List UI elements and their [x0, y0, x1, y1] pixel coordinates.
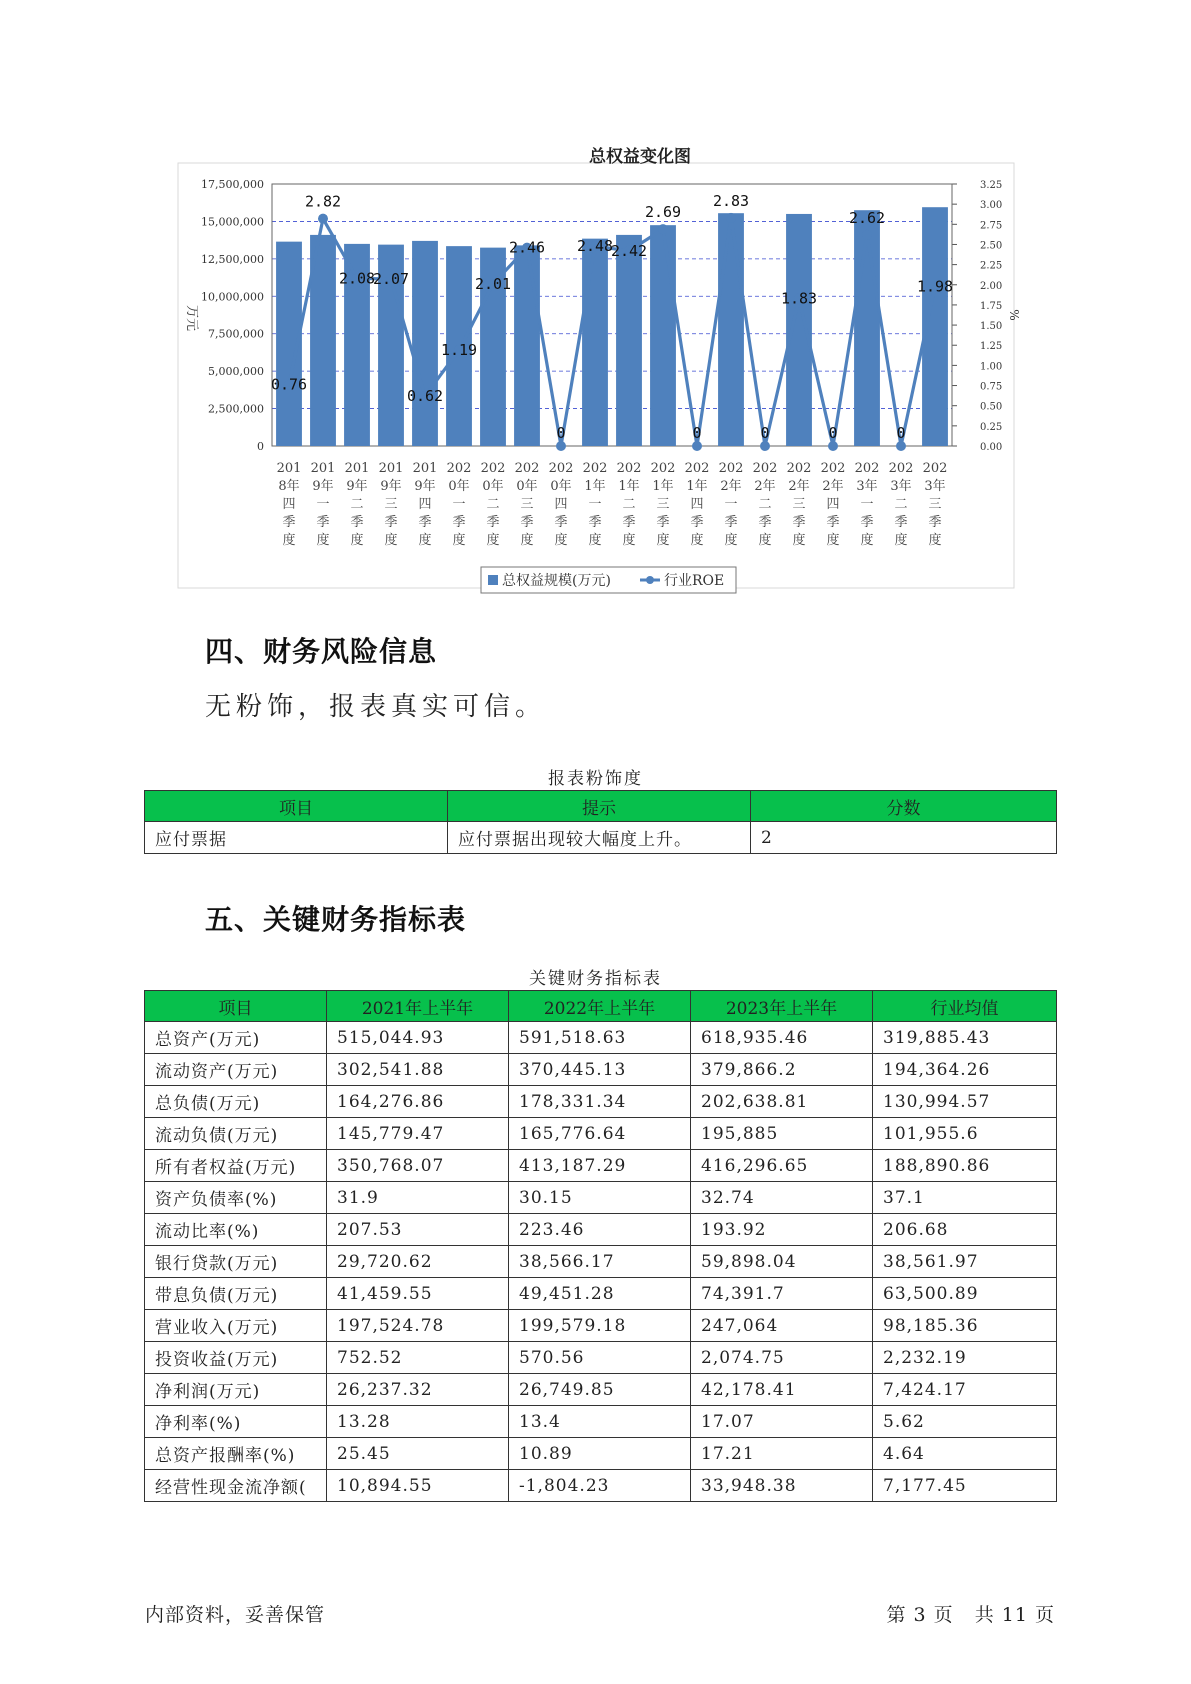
table-row	[145, 1246, 1057, 1278]
roe-data-label: 2.08	[338, 269, 376, 288]
y-right-tick-label: 3.25	[980, 180, 1003, 191]
y-left-tick-label: 10,000,000	[201, 290, 264, 304]
indicator-cell: 17.21	[691, 1438, 873, 1470]
indicator-cell: 4.64	[873, 1438, 1057, 1470]
indicator-cell: 投资收益(万元)	[145, 1342, 327, 1374]
indicator-cell: 7,424.17	[873, 1374, 1057, 1406]
x-tick-label: 度	[384, 533, 398, 548]
chart-title: 总权益变化图	[589, 147, 691, 167]
x-tick-label: 季	[826, 515, 840, 530]
indicators-table	[144, 990, 1057, 1502]
legend-bar-swatch	[488, 575, 498, 585]
x-tick-label: 202	[548, 461, 574, 476]
x-tick-label: 度	[418, 533, 432, 548]
x-tick-label: 度	[758, 533, 772, 548]
x-tick-label: 0年	[550, 479, 572, 494]
x-tick-label: 度	[826, 533, 840, 548]
x-tick-label: 三	[520, 497, 534, 512]
indicator-cell: 经营性现金流净额(	[145, 1470, 327, 1502]
table-row	[145, 1406, 1057, 1438]
indicator-cell: 7,177.45	[873, 1470, 1057, 1502]
table-row	[145, 1278, 1057, 1310]
y-right-tick-label: 0.00	[980, 442, 1003, 453]
x-tick-label: 四	[282, 497, 296, 512]
x-tick-label: 3年	[890, 479, 912, 494]
indicator-cell: 净利率(%)	[145, 1406, 327, 1438]
indicator-cell: 总负债(万元)	[145, 1086, 327, 1118]
indicator-cell: 净利润(万元)	[145, 1374, 327, 1406]
x-tick-label: 度	[350, 533, 364, 548]
indicator-cell: 145,779.47	[327, 1118, 509, 1150]
indicator-cell: 2,074.75	[691, 1342, 873, 1374]
x-tick-label: 季	[350, 515, 364, 530]
indicator-cell: 74,391.7	[691, 1278, 873, 1310]
indicator-cell: 17.07	[691, 1406, 873, 1438]
x-tick-label: 二	[350, 497, 364, 512]
table-row	[145, 1086, 1057, 1118]
bar	[412, 241, 438, 446]
roe-data-label: 2.83	[712, 191, 750, 210]
roe-point	[862, 230, 872, 240]
x-tick-label: 二	[486, 497, 500, 512]
x-tick-label: 季	[418, 515, 432, 530]
bar	[650, 225, 676, 446]
y-right-tick-label: 3.00	[980, 200, 1003, 212]
x-tick-label: 201	[310, 461, 336, 476]
indicator-cell: -1,804.23	[509, 1470, 691, 1502]
legend-line-marker	[646, 576, 654, 584]
indicator-cell: 流动资产(万元)	[145, 1054, 327, 1086]
indicator-cell: 193.92	[691, 1214, 873, 1246]
bar	[582, 239, 608, 446]
indicator-cell: 59,898.04	[691, 1246, 873, 1278]
x-tick-label: 一	[316, 497, 330, 512]
y-right-tick-label: 0.50	[980, 401, 1003, 413]
indicator-cell: 164,276.86	[327, 1086, 509, 1118]
indicator-cell: 10,894.55	[327, 1470, 509, 1502]
x-tick-label: 季	[758, 515, 772, 530]
x-tick-label: 8年	[278, 479, 300, 494]
indicator-cell: 101,955.6	[873, 1118, 1057, 1150]
x-tick-label: 0年	[448, 479, 470, 494]
roe-data-label: 2.62	[848, 208, 886, 227]
y-right-tick-label: 2.25	[980, 260, 1003, 272]
indicator-cell: 194,364.26	[873, 1054, 1057, 1086]
x-tick-label: 202	[922, 461, 948, 476]
indicator-cell: 38,561.97	[873, 1246, 1057, 1278]
x-tick-label: 季	[316, 515, 330, 530]
legend-line-label: 行业ROE	[664, 573, 725, 589]
x-tick-label: 四	[418, 497, 432, 512]
x-tick-label: 二	[622, 497, 636, 512]
x-tick-label: 202	[786, 461, 812, 476]
section-4-title: 四、财务风险信息	[205, 635, 438, 668]
y-right-tick-label: 0.25	[980, 421, 1003, 433]
indicator-header-1: 2021年上半年	[327, 991, 509, 1022]
x-tick-label: 季	[724, 515, 738, 530]
x-tick-label: 2年	[720, 479, 742, 494]
x-tick-label: 202	[888, 461, 914, 476]
y-left-tick-label: 12,500,000	[201, 252, 264, 266]
indicator-header-3: 2023年上半年	[691, 991, 873, 1022]
x-tick-label: 度	[792, 533, 806, 548]
x-tick-label: 季	[656, 515, 670, 530]
indicator-cell: 302,541.88	[327, 1054, 509, 1086]
y-left-tick-label: 2,500,000	[208, 402, 264, 416]
x-tick-label: 度	[520, 533, 534, 548]
y-right-tick-label: 1.50	[980, 321, 1003, 333]
x-tick-label: 度	[554, 533, 568, 548]
indicator-cell: 206.68	[873, 1214, 1057, 1246]
indicator-cell: 752.52	[327, 1342, 509, 1374]
indicator-cell: 所有者权益(万元)	[145, 1150, 327, 1182]
roe-data-label: 2.01	[474, 274, 512, 293]
x-tick-label: 季	[860, 515, 874, 530]
x-tick-label: 一	[588, 497, 602, 512]
x-tick-label: 3年	[924, 479, 946, 494]
x-tick-label: 度	[656, 533, 670, 548]
x-tick-label: 202	[718, 461, 744, 476]
x-tick-label: 季	[690, 515, 704, 530]
risk-header-2: 分数	[751, 791, 1057, 822]
roe-data-label: 2.48	[576, 237, 614, 256]
indicator-cell: 2,232.19	[873, 1342, 1057, 1374]
indicator-cell: 178,331.34	[509, 1086, 691, 1118]
x-tick-label: 1年	[584, 479, 606, 494]
risk-cell: 应付票据	[145, 822, 448, 854]
table-row	[145, 1118, 1057, 1150]
indicator-cell: 223.46	[509, 1214, 691, 1246]
x-tick-label: 度	[928, 533, 942, 548]
indicator-cell: 207.53	[327, 1214, 509, 1246]
x-tick-label: 度	[860, 533, 874, 548]
x-tick-label: 9年	[312, 479, 334, 494]
table-row	[145, 1310, 1057, 1342]
y-left-axis-title: 万元	[184, 304, 199, 332]
table-row	[145, 1182, 1057, 1214]
x-tick-label: 202	[480, 461, 506, 476]
x-tick-label: 度	[588, 533, 602, 548]
table-row	[145, 1054, 1057, 1086]
x-tick-label: 1年	[686, 479, 708, 494]
indicator-cell: 13.4	[509, 1406, 691, 1438]
roe-data-label: 0	[692, 424, 702, 442]
x-tick-label: 202	[446, 461, 472, 476]
roe-point	[658, 224, 668, 234]
indicator-cell: 资产负债率(%)	[145, 1182, 327, 1214]
x-tick-label: 季	[588, 515, 602, 530]
x-tick-label: 二	[894, 497, 908, 512]
table-row	[145, 1150, 1057, 1182]
x-tick-label: 季	[928, 515, 942, 530]
x-tick-label: 202	[582, 461, 608, 476]
y-right-axis-title: %	[1007, 309, 1021, 321]
indicator-header-4: 行业均值	[873, 991, 1057, 1022]
x-tick-label: 9年	[380, 479, 402, 494]
x-tick-label: 季	[282, 515, 296, 530]
x-tick-label: 2年	[788, 479, 810, 494]
x-tick-label: 202	[514, 461, 540, 476]
x-tick-label: 三	[792, 497, 806, 512]
indicator-cell: 515,044.93	[327, 1022, 509, 1054]
indicator-cell: 29,720.62	[327, 1246, 509, 1278]
roe-data-label: 2.46	[508, 238, 546, 257]
table-row	[145, 1374, 1057, 1406]
bar	[718, 213, 744, 446]
indicator-cell: 247,064	[691, 1310, 873, 1342]
x-tick-label: 季	[554, 515, 568, 530]
table-row	[145, 1470, 1057, 1502]
indicator-cell: 379,866.2	[691, 1054, 873, 1086]
indicator-cell: 370,445.13	[509, 1054, 691, 1086]
equity-chart	[0, 0, 1191, 600]
footer-left: 内部资料，妥善保管	[145, 1604, 326, 1626]
y-right-tick-label: 2.00	[980, 280, 1003, 292]
y-right-tick-label: 1.00	[980, 361, 1003, 373]
x-tick-label: 三	[384, 497, 398, 512]
x-tick-label: 季	[622, 515, 636, 530]
indicator-cell: 5.62	[873, 1406, 1057, 1438]
x-tick-label: 201	[344, 461, 370, 476]
roe-point	[828, 441, 838, 451]
y-left-tick-label: 15,000,000	[201, 215, 264, 229]
x-tick-label: 度	[690, 533, 704, 548]
indicator-cell: 13.28	[327, 1406, 509, 1438]
x-tick-label: 度	[282, 533, 296, 548]
x-tick-label: 度	[894, 533, 908, 548]
roe-data-label: 2.07	[372, 270, 410, 289]
x-tick-label: 一	[452, 497, 466, 512]
indicator-cell: 营业收入(万元)	[145, 1310, 327, 1342]
indicator-cell: 38,566.17	[509, 1246, 691, 1278]
indicator-cell: 197,524.78	[327, 1310, 509, 1342]
risk-cell: 2	[751, 822, 1057, 854]
indicator-cell: 63,500.89	[873, 1278, 1057, 1310]
table-row	[145, 1022, 1057, 1054]
footer-page-number: 第 3 页 共 11 页	[886, 1604, 1055, 1626]
indicator-cell: 202,638.81	[691, 1086, 873, 1118]
y-left-tick-label: 0	[257, 440, 264, 453]
indicator-cell: 流动比率(%)	[145, 1214, 327, 1246]
x-tick-label: 1年	[618, 479, 640, 494]
indicator-cell: 98,185.36	[873, 1310, 1057, 1342]
x-tick-label: 一	[724, 497, 738, 512]
indicator-cell: 165,776.64	[509, 1118, 691, 1150]
x-tick-label: 度	[724, 533, 738, 548]
legend-bar-label: 总权益规模(万元)	[502, 573, 611, 589]
risk-header-0: 项目	[145, 791, 448, 822]
x-tick-label: 季	[894, 515, 908, 530]
roe-data-label: 2.69	[644, 203, 682, 222]
indicator-cell: 570.56	[509, 1342, 691, 1374]
y-right-tick-label: 2.50	[980, 240, 1003, 252]
x-tick-label: 四	[826, 497, 840, 512]
table-row	[145, 1214, 1057, 1246]
roe-data-label: 0	[896, 424, 906, 442]
x-tick-label: 三	[656, 497, 670, 512]
y-left-tick-label: 5,000,000	[208, 365, 264, 379]
x-tick-label: 202	[820, 461, 846, 476]
roe-data-label: 2.82	[304, 192, 342, 211]
indicator-cell: 30.15	[509, 1182, 691, 1214]
y-right-tick-label: 1.25	[980, 341, 1003, 353]
indicator-cell: 319,885.43	[873, 1022, 1057, 1054]
indicator-cell: 416,296.65	[691, 1150, 873, 1182]
indicator-header-0: 项目	[145, 991, 327, 1022]
risk-table	[144, 790, 1057, 854]
x-tick-label: 四	[554, 497, 568, 512]
x-tick-label: 201	[276, 461, 302, 476]
indicator-cell: 流动负债(万元)	[145, 1118, 327, 1150]
x-tick-label: 202	[684, 461, 710, 476]
table-row	[145, 1438, 1057, 1470]
x-tick-label: 季	[520, 515, 534, 530]
table1-caption: 报表粉饰度	[548, 769, 643, 789]
section-4-text: 无粉饰，报表真实可信。	[205, 692, 547, 722]
x-tick-label: 202	[854, 461, 880, 476]
risk-cell: 应付票据出现较大幅度上升。	[448, 822, 751, 854]
x-tick-label: 9年	[346, 479, 368, 494]
indicator-cell: 188,890.86	[873, 1150, 1057, 1182]
roe-point	[318, 214, 328, 224]
roe-data-label: 1.19	[440, 341, 478, 360]
roe-point	[556, 441, 566, 451]
table-row	[145, 1342, 1057, 1374]
indicator-cell: 银行贷款(万元)	[145, 1246, 327, 1278]
indicator-header-2: 2022年上半年	[509, 991, 691, 1022]
indicator-cell: 26,749.85	[509, 1374, 691, 1406]
x-tick-label: 9年	[414, 479, 436, 494]
x-tick-label: 1年	[652, 479, 674, 494]
x-tick-label: 二	[758, 497, 772, 512]
y-right-tick-label: 1.75	[980, 300, 1003, 312]
x-tick-label: 201	[378, 461, 404, 476]
roe-point	[760, 441, 770, 451]
roe-data-label: 1.83	[780, 289, 818, 308]
x-tick-label: 季	[384, 515, 398, 530]
x-tick-label: 202	[616, 461, 642, 476]
indicator-cell: 带息负债(万元)	[145, 1278, 327, 1310]
roe-data-label: 0	[760, 424, 770, 442]
indicator-cell: 41,459.55	[327, 1278, 509, 1310]
x-tick-label: 季	[452, 515, 466, 530]
roe-point	[692, 441, 702, 451]
indicator-cell: 25.45	[327, 1438, 509, 1470]
table-row	[145, 822, 1057, 854]
x-tick-label: 3年	[856, 479, 878, 494]
x-tick-label: 四	[690, 497, 704, 512]
roe-point	[896, 441, 906, 451]
roe-data-label: 0.62	[406, 387, 444, 406]
x-tick-label: 度	[316, 533, 330, 548]
risk-header-1: 提示	[448, 791, 751, 822]
x-tick-label: 季	[486, 515, 500, 530]
x-tick-label: 0年	[482, 479, 504, 494]
x-tick-label: 202	[650, 461, 676, 476]
roe-point	[726, 213, 736, 223]
roe-data-label: 0	[828, 424, 838, 442]
y-right-tick-label: 2.75	[980, 220, 1003, 232]
indicator-cell: 总资产报酬率(%)	[145, 1438, 327, 1470]
indicator-cell: 350,768.07	[327, 1150, 509, 1182]
y-left-tick-label: 17,500,000	[201, 178, 264, 191]
bar	[514, 245, 540, 446]
indicator-cell: 199,579.18	[509, 1310, 691, 1342]
x-tick-label: 202	[752, 461, 778, 476]
x-tick-label: 2年	[754, 479, 776, 494]
x-tick-label: 0年	[516, 479, 538, 494]
y-left-tick-label: 7,500,000	[208, 327, 264, 341]
indicator-cell: 413,187.29	[509, 1150, 691, 1182]
indicator-cell: 26,237.32	[327, 1374, 509, 1406]
x-tick-label: 三	[928, 497, 942, 512]
roe-data-label: 1.98	[916, 277, 954, 296]
table2-caption: 关键财务指标表	[529, 969, 662, 989]
indicator-cell: 130,994.57	[873, 1086, 1057, 1118]
bar	[854, 210, 880, 446]
y-right-tick-label: 0.75	[980, 381, 1003, 393]
indicator-cell: 32.74	[691, 1182, 873, 1214]
indicator-cell: 49,451.28	[509, 1278, 691, 1310]
indicator-cell: 618,935.46	[691, 1022, 873, 1054]
indicator-cell: 总资产(万元)	[145, 1022, 327, 1054]
x-tick-label: 一	[860, 497, 874, 512]
x-tick-label: 度	[452, 533, 466, 548]
indicator-cell: 591,518.63	[509, 1022, 691, 1054]
indicator-cell: 37.1	[873, 1182, 1057, 1214]
bar	[616, 235, 642, 446]
indicator-cell: 195,885	[691, 1118, 873, 1150]
x-tick-label: 2年	[822, 479, 844, 494]
indicator-cell: 10.89	[509, 1438, 691, 1470]
x-tick-label: 度	[486, 533, 500, 548]
bar	[786, 214, 812, 446]
x-tick-label: 季	[792, 515, 806, 530]
indicator-cell: 31.9	[327, 1182, 509, 1214]
roe-data-label: 2.42	[610, 241, 648, 260]
x-tick-label: 度	[622, 533, 636, 548]
indicator-cell: 42,178.41	[691, 1374, 873, 1406]
section-5-title: 五、关键财务指标表	[205, 903, 467, 936]
roe-data-label: 0	[556, 424, 566, 442]
indicator-cell: 33,948.38	[691, 1470, 873, 1502]
roe-data-label: 0.76	[270, 375, 308, 394]
x-tick-label: 201	[412, 461, 438, 476]
